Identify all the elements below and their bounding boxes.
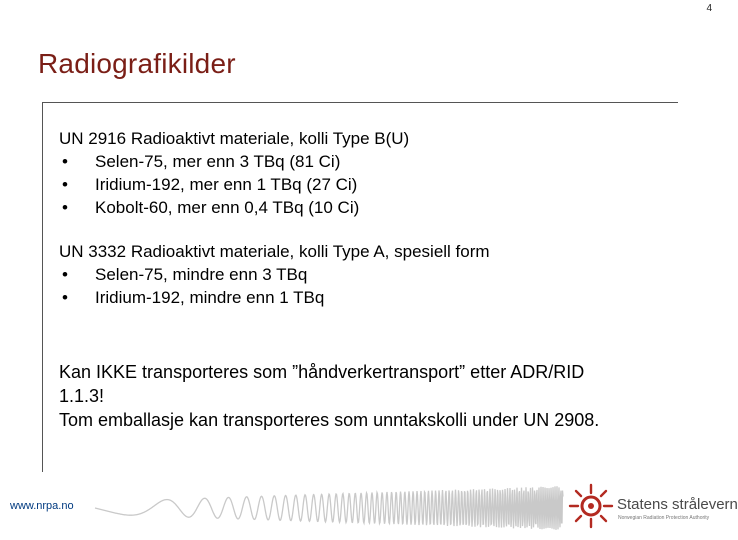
bullet-icon: •	[62, 265, 68, 284]
bullet-icon: •	[62, 175, 68, 194]
note-line: Tom emballasje kan transporteres som unntakskolli under UN 2908.	[59, 410, 600, 430]
radiation-wave-icon	[95, 478, 563, 538]
bullet-list	[59, 263, 679, 309]
list-item-text: Iridium-192, mindre enn 1 TBq	[95, 288, 325, 307]
bullet-icon: •	[62, 152, 68, 171]
section-heading: UN 2916 Radioaktivt materiale, kolli Type B(U)	[59, 129, 410, 148]
note-line: 1.1.3!	[59, 386, 105, 406]
slide-title: Radiografikilder	[38, 48, 236, 79]
logo-wordmark: Statens strålevern	[617, 496, 738, 513]
content-frame-left	[42, 102, 43, 472]
section-type-b	[59, 127, 679, 219]
sun-emblem-icon	[568, 483, 614, 529]
bullet-list	[59, 150, 679, 219]
list-item	[59, 150, 679, 173]
list-item-text: Iridium-192, mer enn 1 TBq (27 Ci)	[95, 175, 358, 194]
list-item-text: Selen-75, mer enn 3 TBq (81 Ci)	[95, 152, 341, 171]
list-item-text: Selen-75, mindre enn 3 TBq	[95, 265, 308, 284]
list-item	[59, 286, 679, 309]
list-item	[59, 173, 679, 196]
page-number: 4	[706, 3, 712, 14]
note-line: Kan IKKE transporteres som ”håndverkertransport” etter ADR/RID	[59, 362, 585, 382]
section-type-a	[59, 240, 679, 309]
transport-note	[59, 360, 679, 432]
list-item-text: Kobolt-60, mer enn 0,4 TBq (10 Ci)	[95, 198, 360, 217]
list-item	[59, 196, 679, 219]
bullet-icon: •	[62, 198, 68, 217]
content-frame-top	[42, 102, 678, 103]
logo-subtitle: Norwegian Radiation Protection Authority	[618, 515, 710, 521]
footer-url-link[interactable]: www.nrpa.no	[10, 500, 74, 512]
section-heading: UN 3332 Radioaktivt materiale, kolli Type A, spesiell form	[59, 242, 490, 261]
slide-content	[59, 127, 679, 432]
bullet-icon: •	[62, 288, 68, 307]
list-item	[59, 263, 679, 286]
